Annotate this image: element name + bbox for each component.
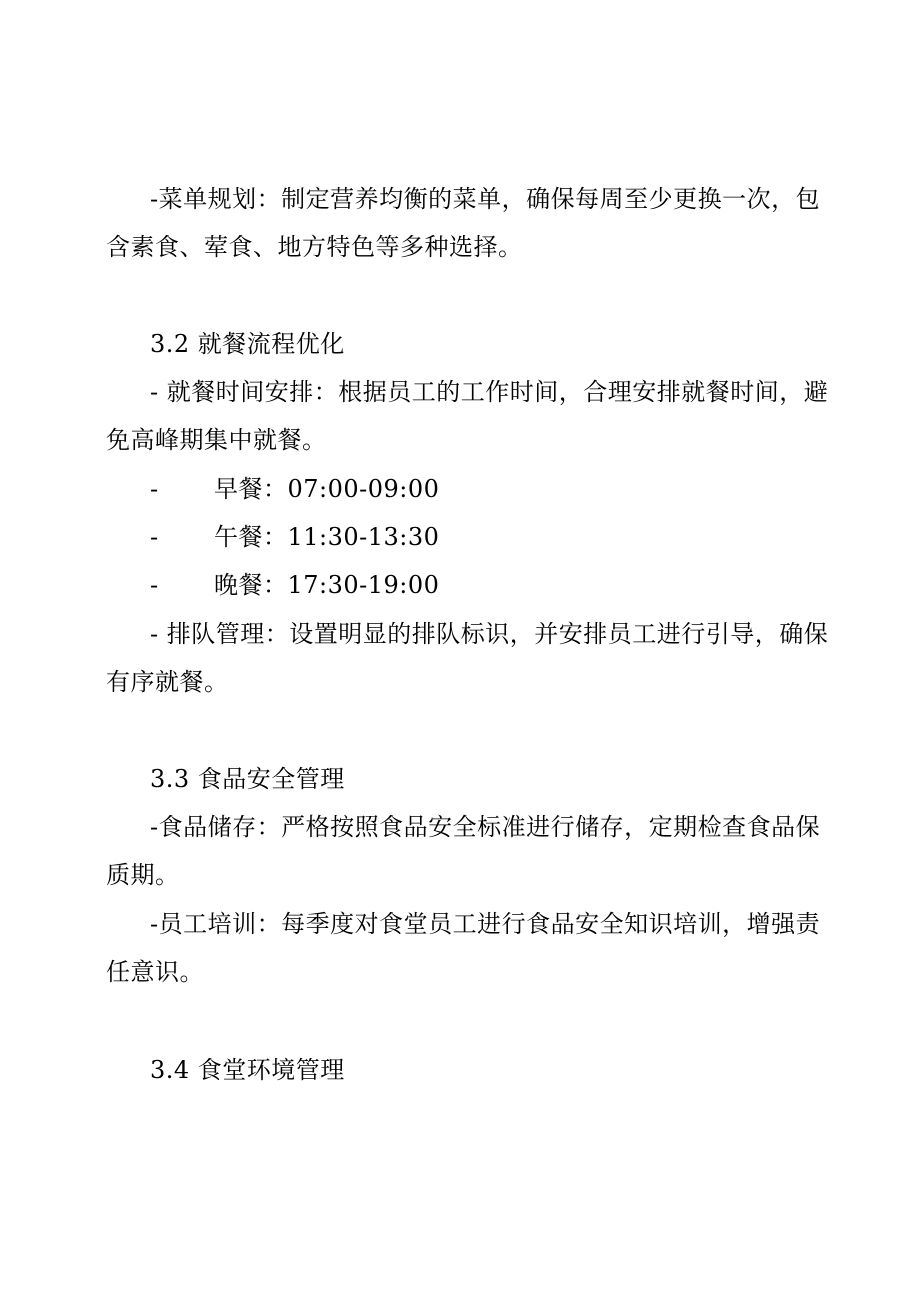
section-heading-3-2: 3.2 就餐流程优化 [150, 330, 345, 358]
queue-management-line-2: 有序就餐。 [106, 668, 229, 696]
food-storage-line-1: -食品储存：严格按照食品安全标准进行储存，定期检查食品保 [150, 813, 821, 841]
queue-management-line-1: - 排队管理：设置明显的排队标识，并安排员工进行引导，确保 [150, 620, 829, 648]
menu-planning-line-1: -菜单规划：制定营养均衡的菜单，确保每周至少更换一次，包 [150, 185, 821, 213]
breakfast-time: 早餐：07:00-09:00 [214, 475, 440, 503]
staff-training-line-2: 任意识。 [106, 958, 204, 986]
menu-planning-line-2: 含素食、荤食、地方特色等多种选择。 [106, 233, 523, 261]
section-heading-3-3: 3.3 食品安全管理 [150, 765, 345, 793]
list-item-dash: - [150, 571, 159, 599]
dining-time-line-1: - 就餐时间安排：根据员工的工作时间，合理安排就餐时间，避 [150, 378, 829, 406]
dining-time-line-2: 免高峰期集中就餐。 [106, 426, 327, 454]
list-item-dash: - [150, 523, 159, 551]
dinner-time: 晚餐：17:30-19:00 [214, 571, 440, 599]
list-item-dash: - [150, 475, 159, 503]
section-heading-3-4: 3.4 食堂环境管理 [150, 1056, 345, 1084]
staff-training-line-1: -员工培训：每季度对食堂员工进行食品安全知识培训，增强责 [150, 910, 821, 938]
lunch-time: 午餐：11:30-13:30 [214, 523, 440, 551]
food-storage-line-2: 质期。 [106, 861, 180, 889]
